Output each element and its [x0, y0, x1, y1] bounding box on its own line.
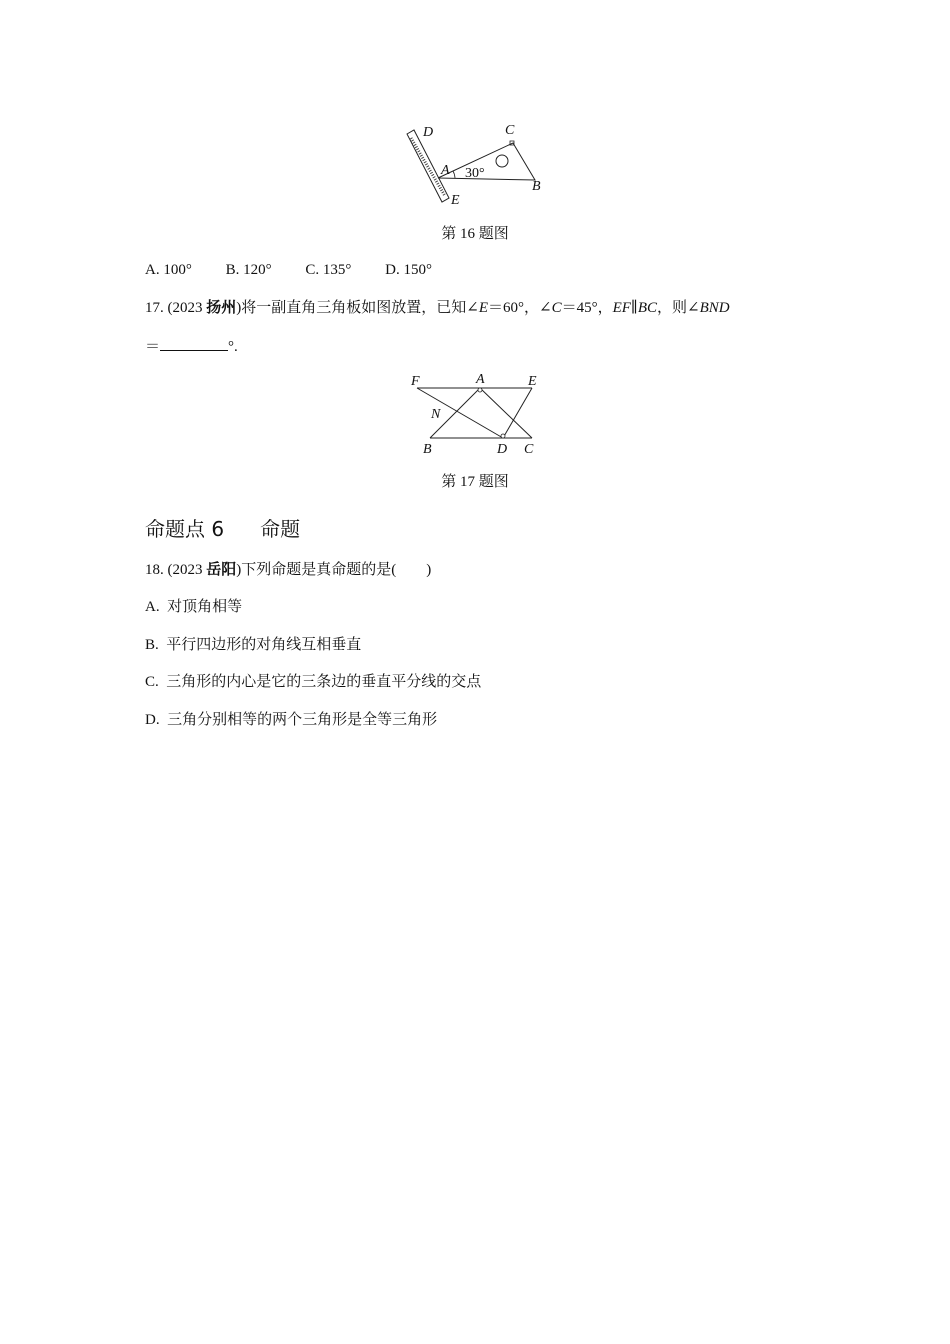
- label-e: E: [528, 374, 537, 389]
- q16-option-b: B. 120°: [225, 262, 272, 278]
- label-f: F: [411, 374, 420, 389]
- q18-source: 岳阳: [206, 562, 237, 578]
- label-b: B: [423, 442, 432, 457]
- label-c: C: [505, 123, 515, 138]
- figure-17: [405, 368, 555, 458]
- section-subtitle: 命题: [260, 517, 301, 541]
- q17-source: 扬州: [206, 300, 237, 316]
- label-e: E: [451, 193, 460, 208]
- q18-stem: 18. (2023 岳阳)下列命题是真命题的是( ): [145, 562, 432, 578]
- q16-option-c: C. 135°: [305, 262, 352, 278]
- q16-options: [145, 260, 462, 280]
- label-c: C: [524, 442, 534, 457]
- triangle-abc: [438, 143, 535, 180]
- figure-16: [395, 118, 555, 208]
- label-a: A: [441, 163, 450, 178]
- q16-option-a: A. 100°: [145, 262, 192, 278]
- q18-option-b: B. 平行四边形的对角线互相垂直: [145, 637, 362, 653]
- label-n: N: [431, 407, 441, 422]
- label-d: D: [497, 442, 508, 457]
- q17-stem: 17. (2023 扬州)将一副直角三角板如图放置，已知∠E＝60°，∠C＝45°，EF∥BC，则∠BND: [145, 300, 730, 316]
- answer-blank[interactable]: [160, 336, 228, 351]
- section-heading: [145, 513, 300, 542]
- q18-option-a: A. 对顶角相等: [145, 599, 243, 615]
- section-title: 命题点 6: [145, 517, 225, 541]
- figure-16-caption: 第 16 题图: [441, 226, 509, 242]
- q17-answer-line: ＝ °.: [145, 336, 238, 357]
- q18-option-c: C. 三角形的内心是它的三条边的垂直平分线的交点: [145, 674, 482, 690]
- label-a: A: [476, 372, 485, 387]
- label-b: B: [532, 179, 541, 194]
- figure-17-caption: 第 17 题图: [441, 474, 509, 490]
- label-d: D: [423, 125, 434, 140]
- q18-option-d: D. 三角分别相等的两个三角形是全等三角形: [145, 712, 438, 728]
- label-angle: 30°: [465, 166, 485, 181]
- q16-option-d: D. 150°: [385, 262, 432, 278]
